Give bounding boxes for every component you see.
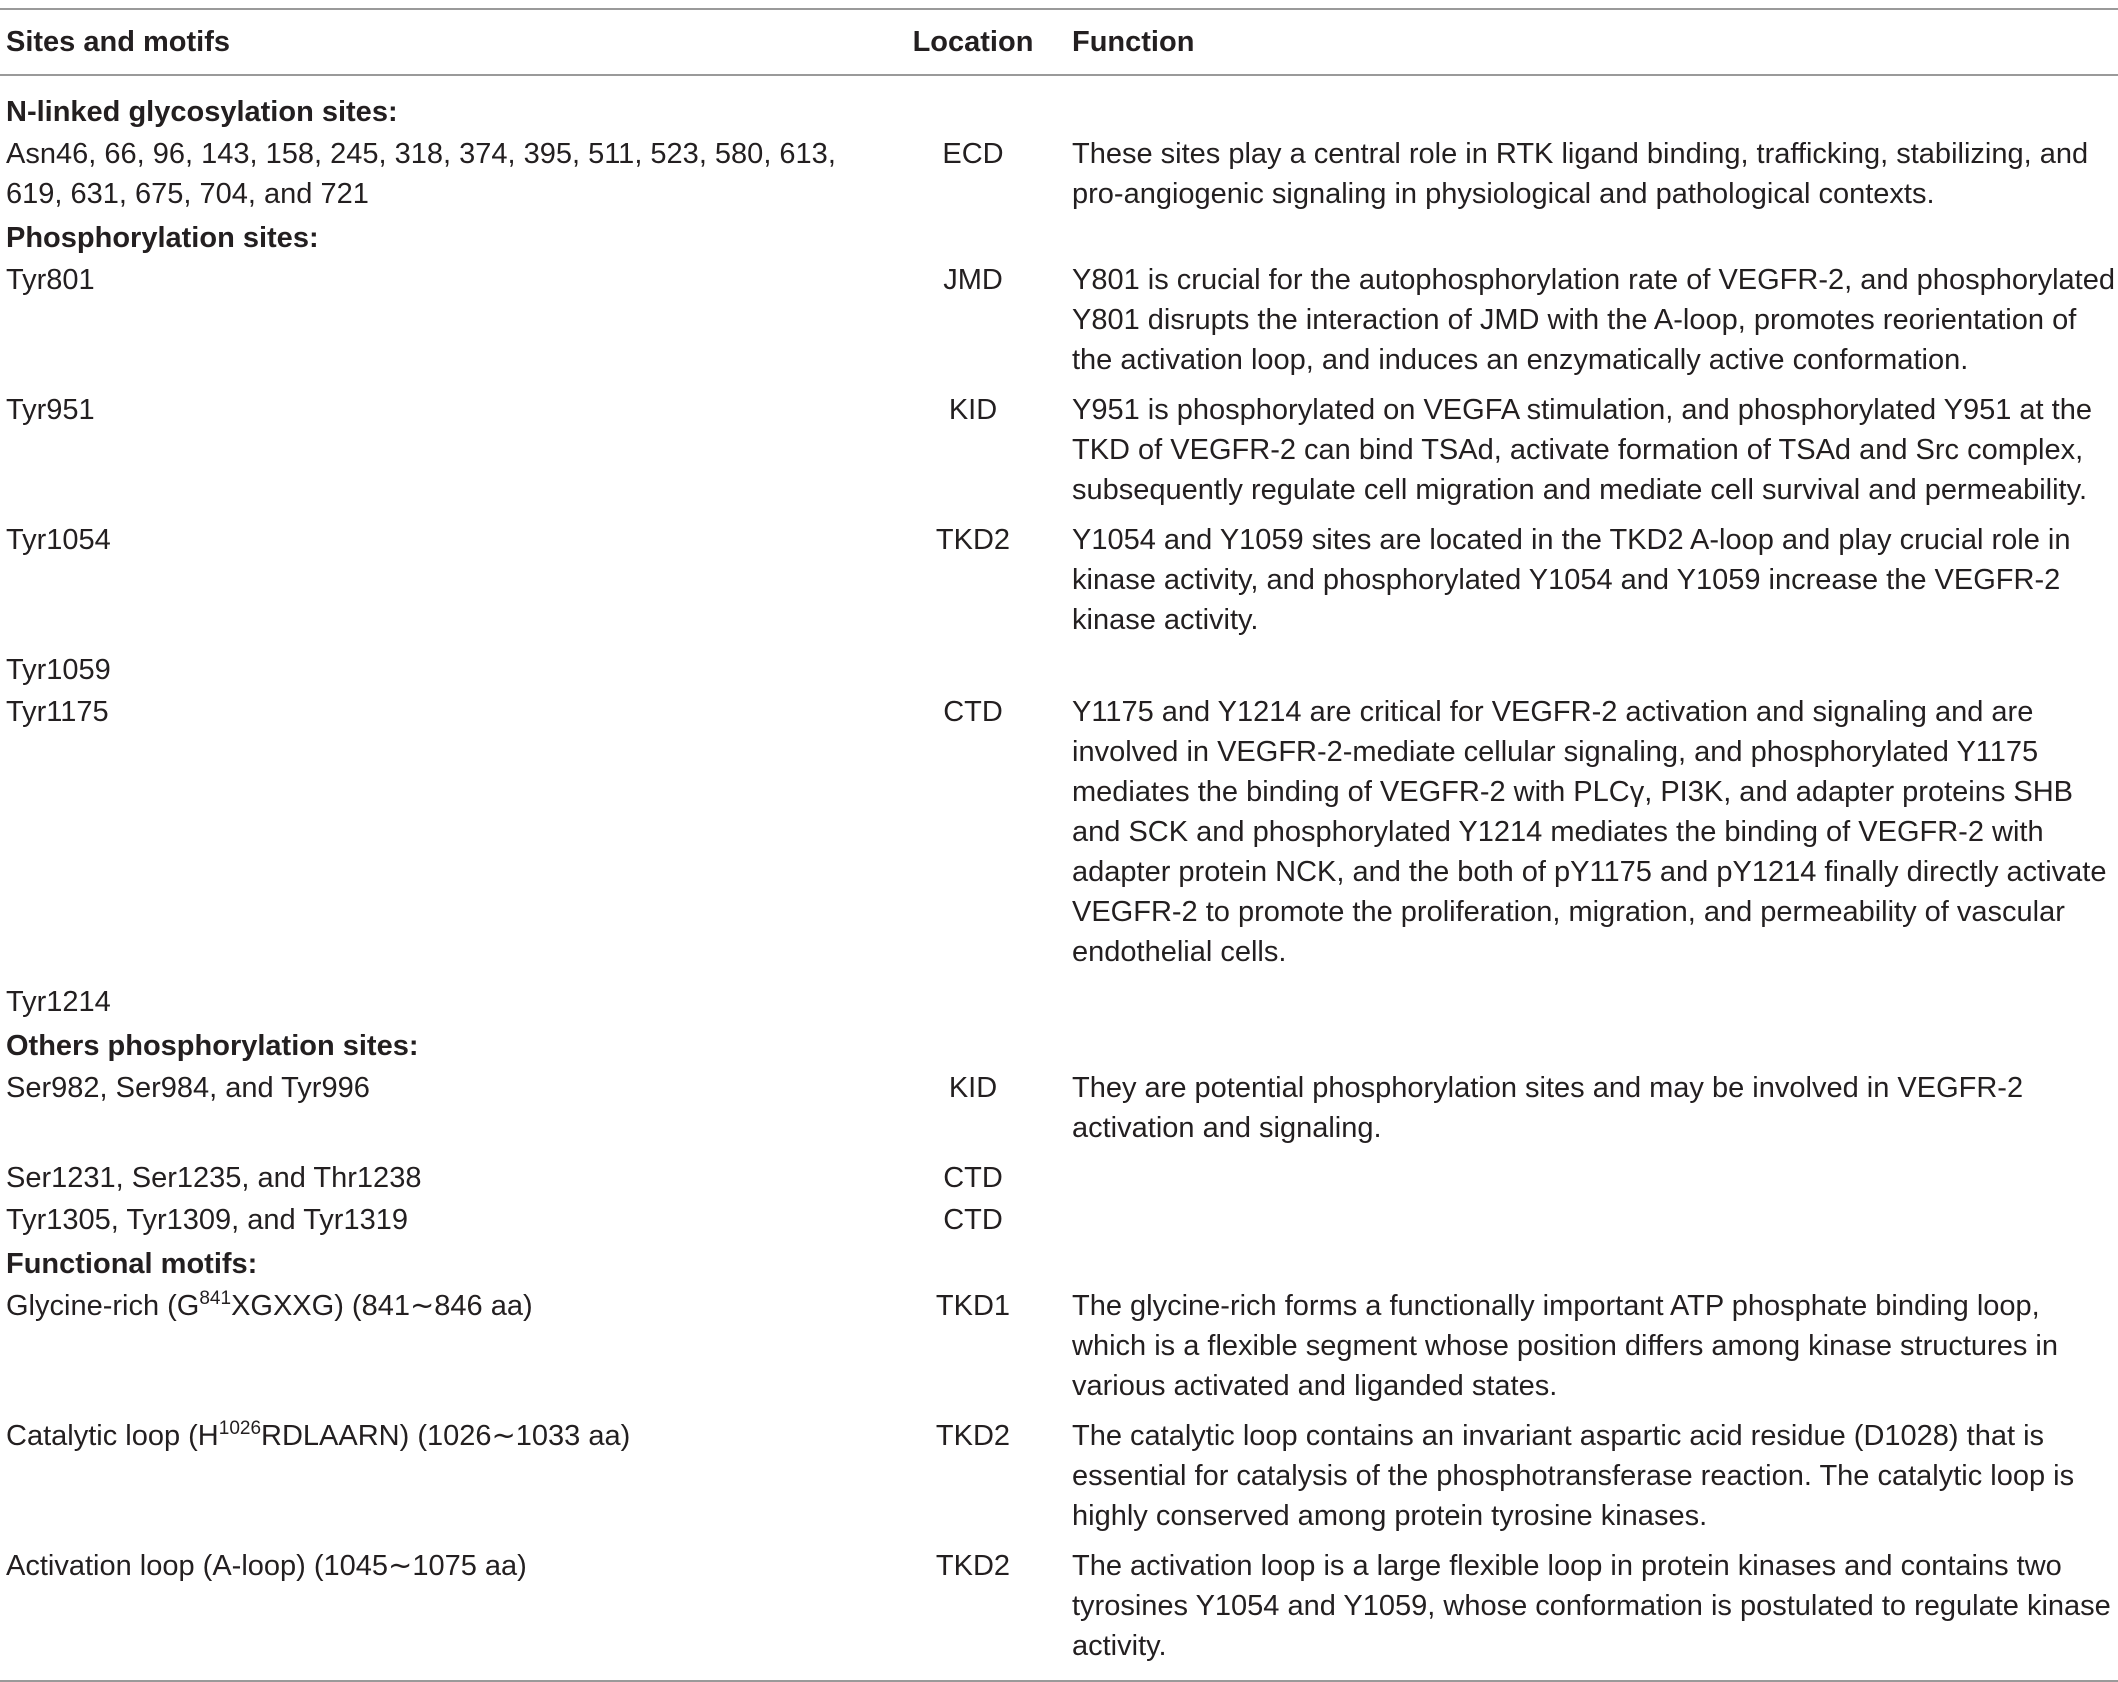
location-cell: JMD [943, 264, 1003, 296]
function-cell: Y1054 and Y1059 sites are located in the TKD2 A-loop and play crucial role in kinase activity, and phosphorylated Y1054 and Y1059 increase the VEGFR-2 kinase activity. [1072, 524, 2071, 636]
table-row [0, 1200, 2118, 1242]
function-cell [1066, 982, 2118, 1024]
location-cell: KID [948, 394, 998, 426]
table-row [0, 692, 2118, 982]
site-text-post: RDLAARN) (1026∼1033 aa) [261, 1420, 631, 1452]
function-cell: Y1175 and Y1214 are critical for VEGFR-2 activation and signaling and are involved in VEGFR-2-mediate cellular signaling, and phosphorylated Y1175 mediates the binding of VEGFR-2 with PLCγ, PI3K, and adapter proteins SHB and SCK and phosphorylated Y1214 mediates the binding of VEGFR-2 with adapter protein NCK, and the both of pY1175 and pY1214 finally directly activate VEGFR-2 to promote the proliferation, migration, and permeability of vascular endothelial cells. [1072, 696, 2107, 968]
site-cell: Tyr1059 [6, 654, 111, 686]
table-row [0, 260, 2118, 390]
table-row [0, 1286, 2118, 1416]
location-cell [880, 650, 1066, 692]
location-cell: TKD1 [935, 1290, 1011, 1322]
site-cell: Asn46, 66, 96, 143, 158, 245, 318, 374, 395, 511, 523, 580, 613, 619, 631, 675, 704, and 721 [6, 138, 836, 210]
section-phosphorylation: Phosphorylation sites: [6, 222, 319, 254]
site-superscript: 1026 [218, 1418, 262, 1439]
section-glycosylation: N-linked glycosylation sites: [6, 96, 398, 128]
site-text-post: XGXXG) (841∼846 aa) [231, 1290, 533, 1322]
section-row [0, 1242, 2118, 1286]
site-cell: Tyr801 [6, 264, 95, 296]
site-cell: Tyr1175 [6, 696, 109, 728]
site-cell: Activation loop (A-loop) (1045∼1075 aa) [6, 1550, 527, 1582]
table-header [0, 9, 2118, 75]
site-cell: Tyr1054 [6, 524, 111, 556]
function-cell: Y801 is crucial for the autophosphorylation rate of VEGFR-2, and phosphorylated Y801 disrupts the interaction of JMD with the A-loop, promotes reorientation of the activation loop, and induces an enzymatically active conformation. [1072, 264, 2115, 376]
vegfr2-sites-table [0, 8, 2118, 1682]
site-superscript: 841 [199, 1288, 232, 1309]
table-row [0, 650, 2118, 692]
table-row [0, 1416, 2118, 1546]
site-text-pre: Catalytic loop (H [6, 1420, 219, 1452]
header-function: Function [1072, 26, 1195, 58]
site-cell [0, 1286, 880, 1416]
table-row [0, 982, 2118, 1024]
section-row [0, 1024, 2118, 1068]
table-row [0, 1158, 2118, 1200]
location-cell: TKD2 [935, 1420, 1011, 1452]
site-text-pre: Glycine-rich (G [6, 1290, 200, 1322]
location-cell: TKD2 [935, 524, 1011, 556]
section-motifs: Functional motifs: [6, 1248, 258, 1280]
table-row [0, 520, 2118, 650]
site-cell: Tyr1214 [6, 986, 111, 1018]
section-row [0, 216, 2118, 260]
table-row [0, 1546, 2118, 1681]
function-cell: Y951 is phosphorylated on VEGFA stimulation, and phosphorylated Y951 at the TKD of VEGFR-2 can bind TSAd, activate formation of TSAd and Src complex, subsequently regulate cell migration and mediate cell survival and permeability. [1072, 394, 2092, 506]
location-cell: CTD [943, 1162, 1003, 1194]
site-cell: Ser982, Ser984, and Tyr996 [6, 1072, 370, 1104]
header-location: Location [912, 26, 1034, 58]
location-cell: CTD [943, 1204, 1003, 1236]
function-cell: These sites play a central role in RTK ligand binding, trafficking, stabilizing, and pro-angiogenic signaling in physiological and pathological contexts. [1072, 138, 2089, 210]
function-cell [1066, 650, 2118, 692]
site-cell [0, 1416, 880, 1546]
function-cell [1066, 1200, 2118, 1242]
table-row [0, 1068, 2118, 1158]
table-row [0, 134, 2118, 216]
header-row [0, 9, 2118, 75]
function-cell [1066, 1158, 2118, 1200]
section-row [0, 75, 2118, 134]
function-cell: They are potential phosphorylation sites and may be involved in VEGFR-2 activation and signaling. [1072, 1072, 2024, 1144]
location-cell: CTD [943, 696, 1003, 728]
function-cell: The catalytic loop contains an invariant aspartic acid residue (D1028) that is essential for catalysis of the phosphotransferase reaction. The catalytic loop is highly conserved among protein tyrosine kinases. [1072, 1420, 2075, 1532]
location-cell: KID [948, 1072, 998, 1104]
section-others: Others phosphorylation sites: [6, 1030, 419, 1062]
header-sites: Sites and motifs [6, 26, 230, 58]
function-cell: The activation loop is a large flexible loop in protein kinases and contains two tyrosines Y1054 and Y1059, whose conformation is postulated to regulate kinase activity. [1072, 1550, 2111, 1662]
location-cell: TKD2 [935, 1550, 1011, 1582]
site-cell: Ser1231, Ser1235, and Thr1238 [6, 1162, 422, 1194]
site-cell: Tyr1305, Tyr1309, and Tyr1319 [6, 1204, 408, 1236]
location-cell: ECD [942, 138, 1004, 170]
table-row [0, 390, 2118, 520]
location-cell [880, 982, 1066, 1024]
site-cell: Tyr951 [6, 394, 95, 426]
function-cell: The glycine-rich forms a functionally important ATP phosphate binding loop, which is a flexible segment whose position differs among kinase structures in various activated and liganded states. [1072, 1290, 2058, 1402]
table-body [0, 75, 2118, 1681]
